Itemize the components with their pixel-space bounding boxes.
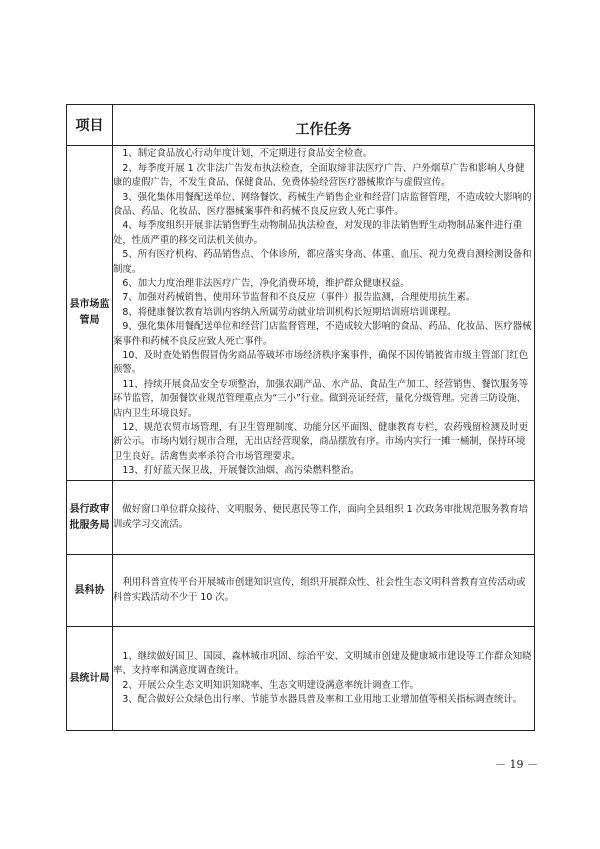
dept-cell: 县行政审批服务局 [67,481,113,555]
dept-cell: 县科协 [67,555,113,627]
task-item: 6、加大力度治理非法医疗广告，净化消费环境，维护群众健康权益。 [122,277,410,289]
dept-cell: 县统计局 [67,627,113,731]
task-cell [113,627,535,731]
task-item: 12、规范农贸市场管理，有卫生管理制度、功能分区平面图、健康教育专栏，农药残留检测及时更新公示。市场内划行规市合理，无出店经营现象，商品摆放有序。市场内实行一摊一桶制，保持环境卫生良好。活禽售卖率杀符合市场管理要求。 [113,422,529,462]
task-item: 利用科普宣传平台开展城市创建知识宣传，组织开展群众性、社会性生态文明科普教育宣传活动或科普实践活动不少于 10 次。 [113,577,526,603]
table-row [67,555,535,627]
header-project: 项目 [67,105,113,146]
table-row [67,627,535,731]
task-item: 1、继续做好国卫、国园、森林城市巩固、综治平安、文明城市创建及健康城市建设等工作群众知晓率、支持率和满意度调查统计。 [113,650,532,677]
task-cell [113,146,535,481]
header-work-task [113,105,535,146]
task-item: 3、强化集体用餐配送单位、网络餐饮、药械生产销售企业和经营门店监督管理，不造成较大影响的食品、药品、化妆品、医疗器械案事件和药械不良反应致人死亡事件。 [113,191,532,217]
task-item: 9、强化集体用餐配送单位和经营门店监督管理，不造成较大影响的食品、药品、化妆品、医疗器械案事件和药械不良反应致人死亡事件。 [113,321,532,347]
table-row [67,481,535,555]
task-item: 7、加强对药械销售、使用环节监督和不良反应（事件）报告监测，合理使用抗生素。 [122,292,476,304]
page-number: － 19 － [495,758,538,771]
task-cell [113,555,535,627]
task-item: 10、及时查处销售假冒伪劣商品等破坏市场经济秩序案事件，确保不因传销被省市级主管部门红色预警。 [113,350,529,376]
task-cell [113,481,535,555]
header-work-task-label: 工作任务 [295,122,352,138]
table-header-row [67,105,535,146]
table-row [67,146,535,481]
task-item: 做好窗口单位群众接待、文明服务、便民惠民等工作，面向全县组织 1 次政务审批规范服务教育培训或学习交流活。 [113,504,529,530]
task-item: 2、每季度开展 1 次非法广告发布执法检查，全面取缔非法医疗广告、户外烟草广告和影响人身健康的虚假广告，不发生食品、保健食品、免费体验经营医疗器械欺诈与虚假宣传。 [113,162,525,189]
work-task-table [66,104,535,731]
task-item: 3、配合做好公众绿色出行率、节能节水器具普及率和工业用地工业增加值等相关指标调查统计。 [122,693,523,705]
task-item: 2、开展公众生态文明知识知晓率、生态文明建设满意率统计调查工作。 [122,679,419,691]
task-item: 4、每季度组织开展非法销售野生动物制品执法检查，对发现的非法销售野生动物制品案件进行重处，性质严重的移交司法机关侦办。 [113,220,523,246]
task-item: 1、制定食品放心行动年度计划，不定期进行食品安全检查。 [122,148,373,160]
dept-cell: 县市场监管局 [67,146,113,481]
task-item: 11、持续开展食品安全专项整治，加强农副产品、水产品、食品生产加工、经营销售、餐饮服务等环节监管，加强餐饮业规范管理重点为“三小”行业。做到亮证经营，量化分级管理。完善三防设施、店内卫生环境良好。 [113,378,529,419]
task-item: 8、将健康餐饮教育培训内容纳入所属劳动就业培训机构长短期培训班培训课程。 [122,306,457,318]
task-item: 5、所有医疗机构、药品销售点、个体诊所，都应落实身高、体重、血压、视力免费自测检测设备和制度。 [113,249,532,275]
task-item: 13、打好蓝天保卫战，开展餐饮油烟、高污染燃料整治。 [122,465,360,477]
